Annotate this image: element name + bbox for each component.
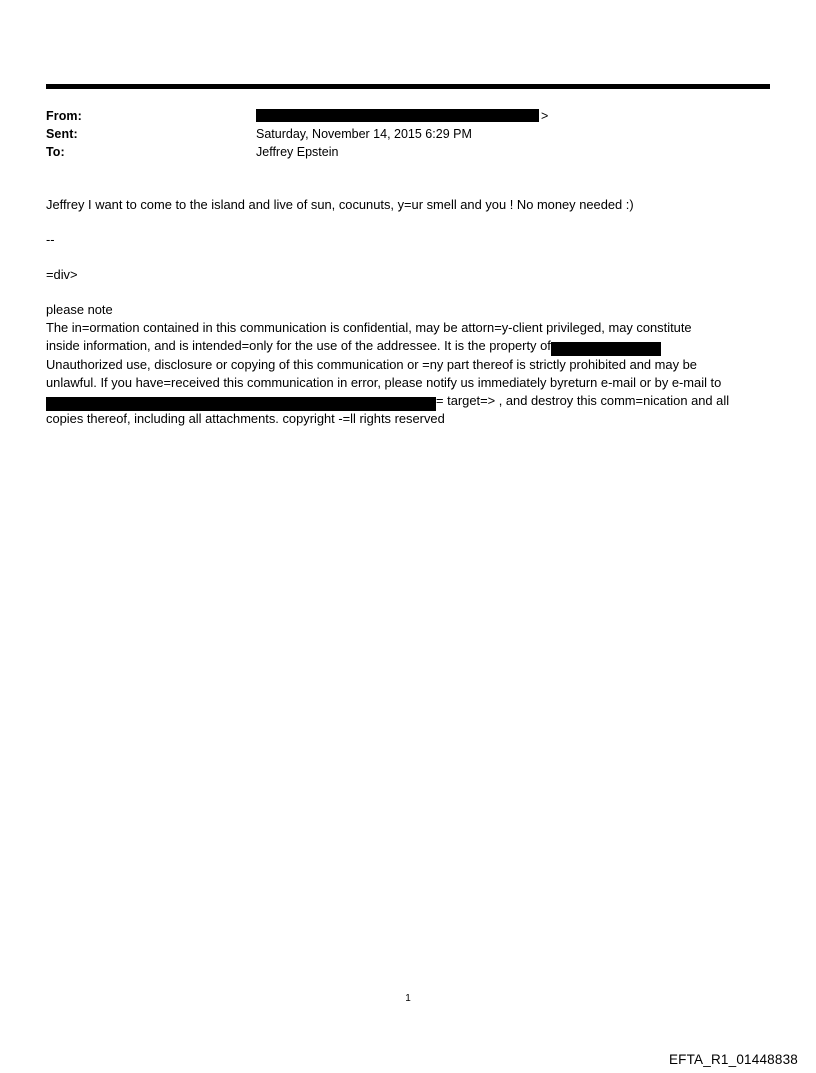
notice-line-4: unlawful. If you have=received this communication in error, please notify us immediately byreturn e-mail or by e-mail to [46, 374, 722, 390]
header-row-from [46, 107, 770, 125]
notice-heading: please note [46, 302, 113, 317]
notice-line-2: inside information, and is intended=only for the use of the addressee. It is the property of [46, 338, 551, 354]
notice-line-6: copies thereof, including all attachments. copyright -=ll rights reserved [46, 411, 445, 427]
div-marker: =div> [46, 267, 78, 282]
to-value: Jeffrey Epstein [256, 145, 339, 159]
from-label: From: [46, 109, 82, 123]
header-row-sent [46, 125, 770, 143]
bates-number: EFTA_R1_01448838 [668, 1052, 798, 1067]
header-rule [46, 84, 770, 89]
page-number: 1 [405, 993, 411, 1004]
notice-line-1: The in=ormation contained in this communication is confidential, may be attorn=y-client privileged, may constitute [46, 320, 692, 336]
notice-line-3: Unauthorized use, disclosure or copying of this communication or =ny part thereof is strictly prohibited and may be [46, 356, 697, 372]
from-angle-bracket: > [541, 109, 549, 123]
from-value [256, 107, 770, 125]
redaction-bar-company [551, 342, 661, 356]
email-header [46, 107, 770, 161]
signature-separator: -- [46, 232, 55, 247]
confidentiality-notice [46, 301, 776, 428]
sent-value: Saturday, November 14, 2015 6:29 PM [256, 127, 472, 141]
header-row-to [46, 143, 770, 161]
sent-label: Sent: [46, 127, 78, 141]
message-paragraph: Jeffrey I want to come to the island and live of sun, cocunuts, y=ur smell and you ! No money needed :) [46, 197, 634, 212]
notice-line-5: = target=> , and destroy this comm=nication and all [436, 393, 730, 409]
redaction-bar-email [46, 397, 436, 411]
redaction-bar-from [256, 109, 539, 122]
email-body [46, 196, 776, 428]
to-label: To: [46, 145, 65, 159]
